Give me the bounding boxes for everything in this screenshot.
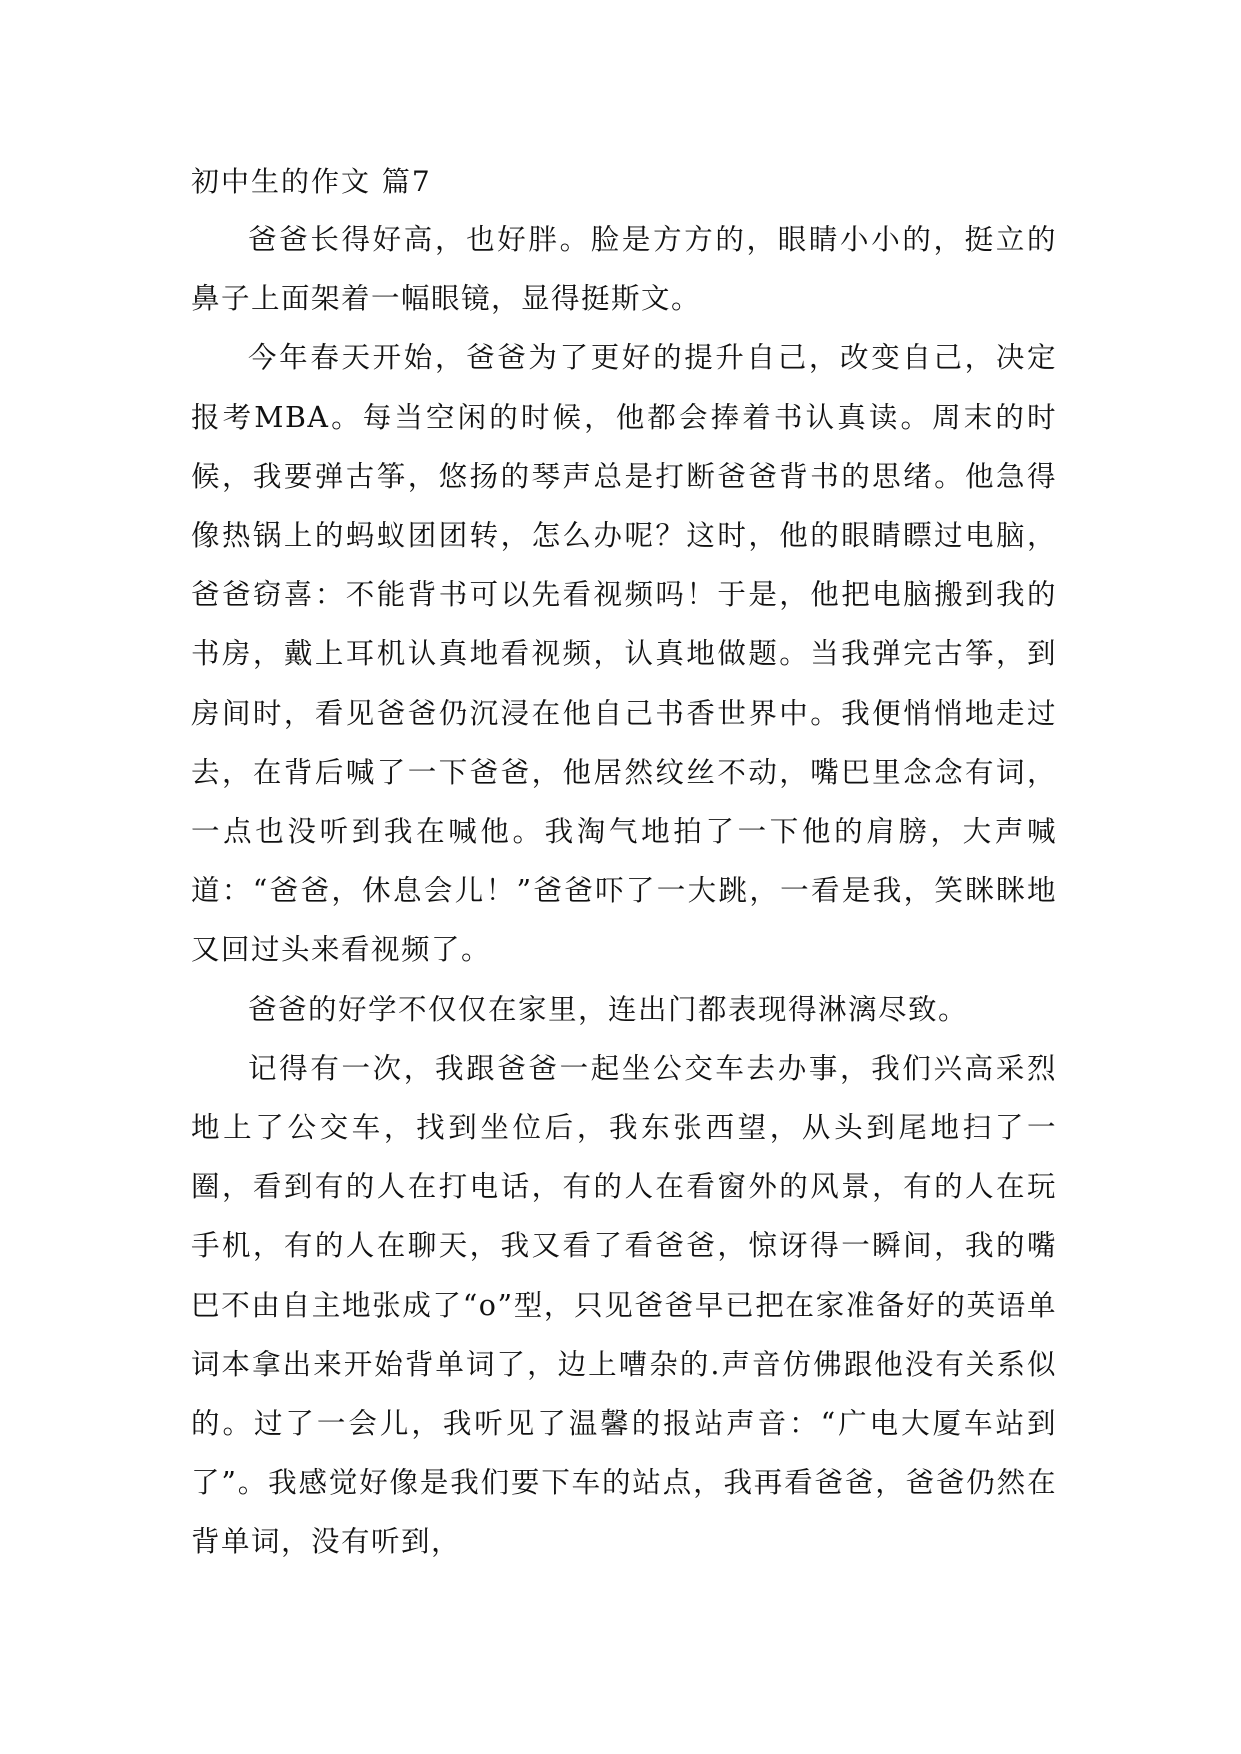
paragraph: 记得有一次，我跟爸爸一起坐公交车去办事，我们兴高采烈地上了公交车，找到坐位后，我东张西望，从头到尾地扫了一圈，看到有的人在打电话，有的人在看窗外的风景，有的人在玩手机，有的人在聊天，我又看了看爸爸，惊讶得一瞬间，我的嘴巴不由自主地张成了“o”型，只见爸爸早已把在家准备好的英语单词本拿出来开始背单词了，边上嘈杂的.声音仿佛跟他没有关系似的。过了一会儿，我听见了温馨的报站声音：“广电大厦车站到了”。我感觉好像是我们要下车的站点，我再看爸爸，爸爸仍然在背单词，没有听到， [191, 1051, 1057, 1559]
document-title: 初中生的作文 篇7 [191, 165, 432, 198]
paragraph: 爸爸的好学不仅仅在家里，连出门都表现得淋漓尽致。 [248, 992, 969, 1026]
document-body [191, 210, 1057, 1572]
paragraph: 今年春天开始，爸爸为了更好的提升自己，改变自己，决定报考MBA。每当空闲的时候，他都会捧着书认真读。周末的时候，我要弹古筝，悠扬的琴声总是打断爸爸背书的思绪。他急得像热锅上的蚂蚁团团转，怎么办呢？这时，他的眼睛瞟过电脑，爸爸窃喜：不能背书可以先看视频吗！于是，他把电脑搬到我的书房，戴上耳机认真地看视频，认真地做题。当我弹完古筝，到房间时，看见爸爸仍沉浸在他自己书香世界中。我便悄悄地走过去，在背后喊了一下爸爸，他居然纹丝不动，嘴巴里念念有词，一点也没听到我在喊他。我淘气地拍了一下他的肩膀，大声喊道：“爸爸，休息会儿！”爸爸吓了一大跳，一看是我，笑眯眯地又回过头来看视频了。 [191, 341, 1057, 967]
paragraph: 爸爸长得好高，也好胖。脸是方方的，眼睛小小的，挺立的鼻子上面架着一幅眼镜，显得挺斯文。 [191, 223, 1057, 316]
